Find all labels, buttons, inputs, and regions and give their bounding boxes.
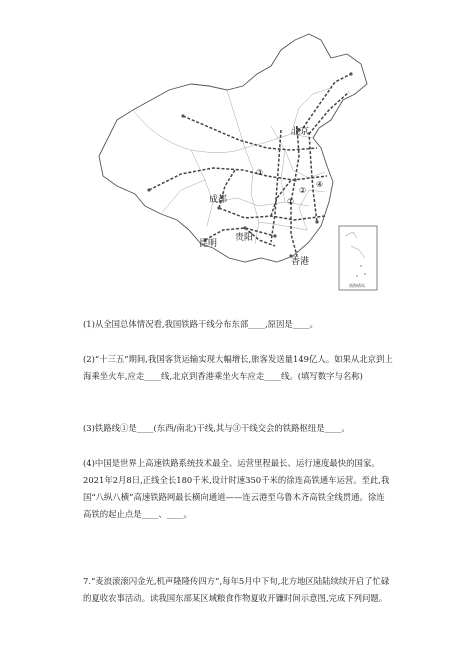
question-3: (3)铁路线①是____(东西/南北)干线,其与③干线交会的铁路枢纽是____。 [83,423,350,433]
question-7: 7.“麦浪滚滚闪金光,机声隆隆传四方”,每年5月中下旬,北方地区陆陆续续开启了忙碌的夏收农事活动。读我国东部某区域粮食作物夏收开镰时间示意图,完成下列问题。 [83,576,390,603]
question-4: (4)中国是世界上高速铁路系统技术最全、运营里程最长、运行速度最快的国家。2021年2月8日,正线全长180千米,设计时速350千米的徐连高铁通车运营。至此,我国“八纵八横”高速铁路网最长横向通道——连云港至乌鲁木齐高铁全线贯通。徐连高铁的起止点是____、____。 [83,458,390,519]
city-label-beijing: 北京 [291,127,310,137]
city-label-kunming: 昆明 [199,239,218,249]
line-number-1: ① [287,197,295,206]
line-number-2: ② [299,186,307,195]
city-label-hongkong: 香港 [291,257,310,267]
question-2: (2)“十三五”期间,我国客货运输实现大幅增长,旅客发送量149亿人。如果从北京到上海乘坐火车,应走____线,北京到香港乘坐火车应走____线。(填写数字与名称) [83,354,393,381]
question-1: (1)从全国总体情况看,我国铁路干线分布东部____,原因是____。 [83,319,318,329]
city-label-chengdu: 成都 [209,195,228,205]
line-number-4: ④ [316,180,324,189]
south-china-sea-inset [339,226,377,290]
city-label-guiyang: 贵阳 [235,233,254,243]
inset-label: 南海诸岛 [349,283,365,288]
line-number-3: ③ [256,168,264,177]
